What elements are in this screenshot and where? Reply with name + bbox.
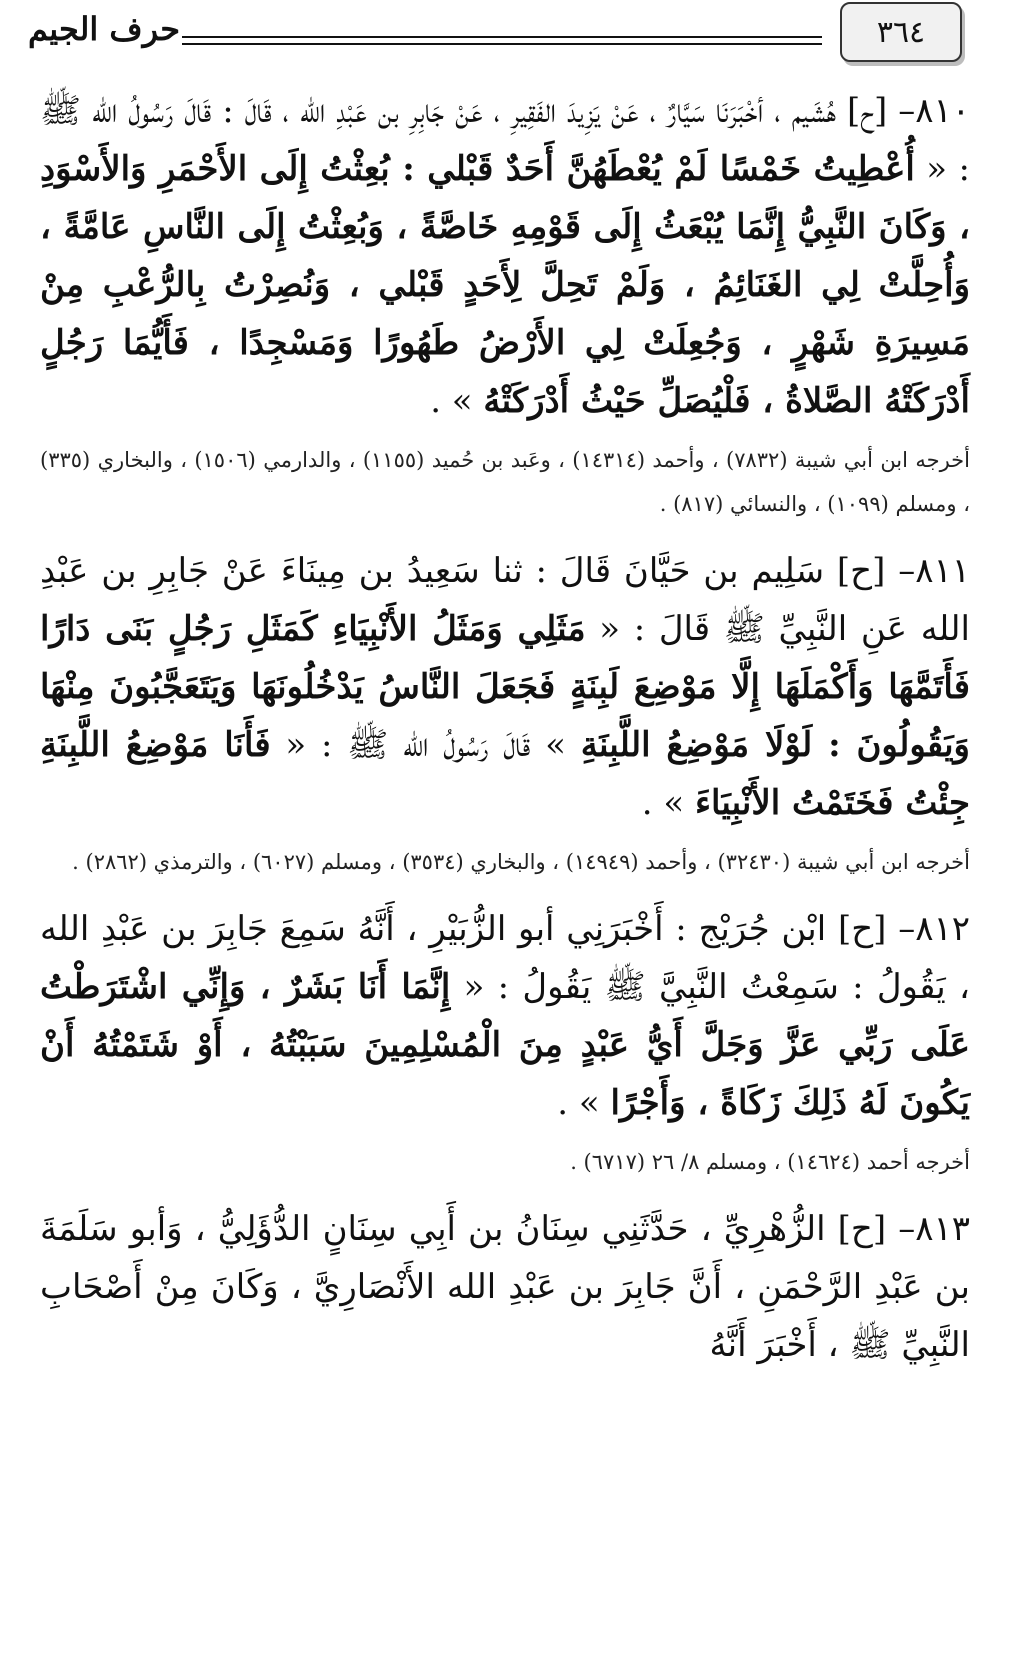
page-header [0,0,1010,72]
hadith-dash: – [886,909,916,949]
hadith-number: ٨١٠ [915,91,970,131]
hadith-810 [40,82,970,430]
hadith-matn-2: فَأَنَا مَوْضِعُ اللَّبِنَةِ جِئْتُ فَخَتَمْتُ الأَنْبِيَاءَ [40,725,970,823]
page-content [40,82,970,1374]
hadith-takhrij: أخرجه أحمد (١٤٦٢٤) ، ومسلم ٨/ ٢٦ (٦٧١٧) . [570,1150,970,1174]
hadith-takhrij: أخرجه ابن أبي شيبة (٣٢٤٣٠) ، وأحمد (١٤٩٤٩) ، والبخاري (٣٥٣٤) ، ومسلم (٦٠٢٧) ، والترمذي (٢٨٦٢) . [72,850,970,874]
hadith-813 [40,1200,970,1374]
hadith-number: ٨١٣ [915,1209,971,1249]
page-number: ٣٦٤ [840,2,962,62]
hadith-ending: » . [430,381,473,421]
hadith-number: ٨١١ [915,551,970,591]
hadith-dash: – [886,1209,916,1249]
header-rule [182,36,822,45]
hadith-isnad: [ح] سَلِيم بن حَيَّانَ قَالَ : ثنا سَعِيدُ بن مِينَاءَ عَنْ جَابِرِ بن عَبْدِ الله عَنِ النَّبِيِّ ﷺ قَالَ : « [40,551,970,649]
hadith-dash: – [885,551,916,591]
hadith-isnad: [ح] الزُّهْرِيِّ ، حَدَّثَنِي سِنَانُ بن أَبِي سِنَانٍ الدُّؤَلِيُّ ، وَأبو سَلَمَةَ بن عَبْدِ الرَّحْمَنِ ، أَنَّ جَابِرَ بن عَبْدِ الله الأَنْصَارِيَّ ، وَكَانَ مِنْ أَصْحَابِ النَّبِيِّ ﷺ ، أَخْبَرَ أَنَّهُ [40,1209,970,1365]
hadith-number: ٨١٢ [915,909,970,949]
hadith-matn: إِنَّمَا أَنَا بَشَرٌ ، وَإِنِّي اشْتَرَطْتُ عَلَى رَبِّي عَزَّ وَجَلَّ أَيُّ عَبْدٍ مِنَ الْمُسْلِمِينَ سَبَبْتُهُ ، أَوْ شَتَمْتُهُ أَنْ يَكُونَ لَهُ ذَلِكَ زَكَاةً ، وَأَجْرًا [40,967,970,1123]
hadith-ending: » . [641,783,685,823]
hadith-matn: مَثَلِي وَمَثَلُ الأَنْبِيَاءِ كَمَثَلِ رَجُلٍ بَنَى دَارًا فَأَتَمَّهَا وَأَكْمَلَهَا إِلَّا مَوْضِعَ لَبِنَةٍ فَجَعَلَ النَّاسُ يَدْخُلُونَهَا وَيَتَعَجَّبُونَ مِنْهَا وَيَقُولُونَ : لَوْلَا مَوْضِعُ اللَّبِنَةِ [40,609,970,765]
hadith-isnad: [ح] ابْن جُرَيْج : أَخْبَرَنِي أبو الزُّبَيْرِ ، أَنَّهُ سَمِعَ جَابِرَ بن عَبْدِ الله ، يَقُولُ : سَمِعْتُ النَّبِيَّ ﷺ يَقُولُ : « [40,909,970,1007]
chapter-title: حرف الجيم [28,10,180,48]
hadith-middle: » قَالَ رَسُولُ الله ﷺ : « [285,725,566,765]
hadith-isnad: [ح] هُشَيم ، أخْبَرَنَا سَيَّارٌ ، عَنْ يَزِيدَ الفَقِيرِ ، عَنْ جَابِرِ بن عَبْدِ الله ، قَالَ : قَالَ رَسُولُ الله ﷺ : « [40,91,970,189]
hadith-dash: – [887,91,916,131]
hadith-takhrij: أخرجه ابن أبي شيبة (٧٨٣٢) ، وأحمد (١٤٣١٤) ، وعَبد بن حُميد (١١٥٥) ، والدارمي (١٥٠٦) ، والبخاري (٣٣٥) ، ومسلم (١٠٩٩) ، والنسائي (٨١٧) . [40,448,970,516]
hadith-ending: » . [557,1083,600,1123]
hadith-811 [40,542,970,832]
hadith-812 [40,900,970,1132]
hadith-matn: أُعْطِيتُ خَمْسًا لَمْ يُعْطَهُنَّ أَحَدٌ قَبْلي : بُعِثْتُ إِلَى الأَحْمَرِ وَالأَسْوَدِ ، وَكَانَ النَّبِيُّ إِنَّمَا يُبْعَثُ إِلَى قَوْمِهِ خَاصَّةً ، وَبُعِثْتُ إِلَى النَّاسِ عَامَّةً ، وَأُحِلَّتْ لِي الغَنَائِمُ ، وَلَمْ تَحِلَّ لِأَحَدٍ قَبْلي ، وَنُصِرْتُ بِالرُّعْبِ مِنْ مَسِيرَةِ شَهْرٍ ، وَجُعِلَتْ لِي الأَرْضُ طَهُورًا وَمَسْجِدًا ، فَأَيُّمَا رَجُلٍ أَدْرَكَتْهُ الصَّلاةُ ، فَلْيُصَلِّ حَيْثُ أَدْرَكَتْهُ [40,149,970,421]
